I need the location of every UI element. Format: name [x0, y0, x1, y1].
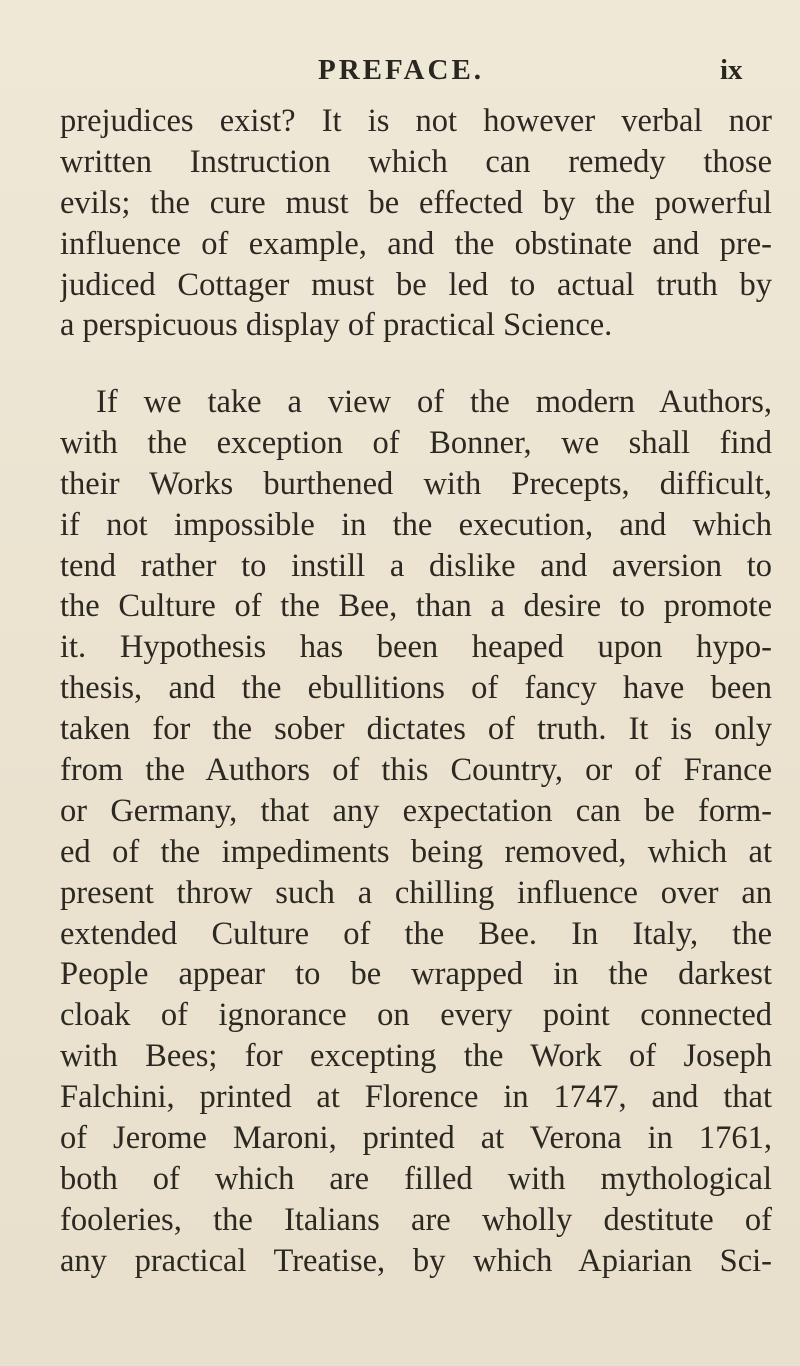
text-line: from the Authors of this Country, or of France	[60, 752, 772, 789]
text-line: written Instruction which can remedy those	[60, 143, 772, 180]
text-line: a perspicuous display of practical Science.	[60, 307, 613, 344]
text-line: extended Culture of the Bee. In Italy, the	[60, 915, 772, 952]
text-line: the Culture of the Bee, than a desire to promote	[60, 588, 772, 625]
text-line: Falchini, printed at Florence in 1747, and that	[60, 1079, 772, 1116]
text-line: taken for the sober dictates of truth. It is only	[60, 711, 772, 748]
text-line: if not impossible in the execution, and which	[60, 506, 772, 543]
paragraph-2	[60, 382, 772, 1282]
text-line: People appear to be wrapped in the darkest	[60, 956, 772, 993]
text-line: cloak of ignorance on every point connected	[60, 997, 772, 1034]
text-line: thesis, and the ebullitions of fancy have been	[60, 670, 772, 707]
text-line: fooleries, the Italians are wholly destitute of	[60, 1201, 772, 1238]
text-line: If we take a view of the modern Authors,	[96, 384, 772, 420]
paragraph-1	[60, 101, 772, 346]
text-line: influence of example, and the obstinate and pre-	[60, 225, 772, 262]
text-line: evils; the cure must be effected by the powerful	[60, 184, 772, 221]
running-head	[0, 54, 800, 94]
text-line: it. Hypothesis has been heaped upon hypo-	[60, 629, 772, 666]
text-line: present throw such a chilling influence over an	[60, 874, 772, 911]
page-number: ix	[720, 54, 743, 86]
page-title: PREFACE.	[318, 54, 485, 86]
text-line: ed of the impediments being removed, which at	[60, 833, 772, 870]
text-line: both of which are filled with mythological	[60, 1160, 772, 1197]
text-line: their Works burthened with Precepts, difficult,	[60, 465, 772, 502]
text-line: prejudices exist? It is not however verbal nor	[60, 103, 772, 139]
text-line: tend rather to instill a dislike and aversion to	[60, 547, 772, 584]
text-line: of Jerome Maroni, printed at Verona in 1761,	[60, 1120, 772, 1157]
text-line: or Germany, that any expectation can be form-	[60, 792, 772, 829]
text-line: with Bees; for excepting the Work of Joseph	[60, 1038, 772, 1075]
text-line: any practical Treatise, by which Apiarian Sci-	[60, 1242, 772, 1279]
text-line: judiced Cottager must be led to actual truth by	[60, 266, 772, 303]
text-line: with the exception of Bonner, we shall find	[60, 424, 772, 461]
